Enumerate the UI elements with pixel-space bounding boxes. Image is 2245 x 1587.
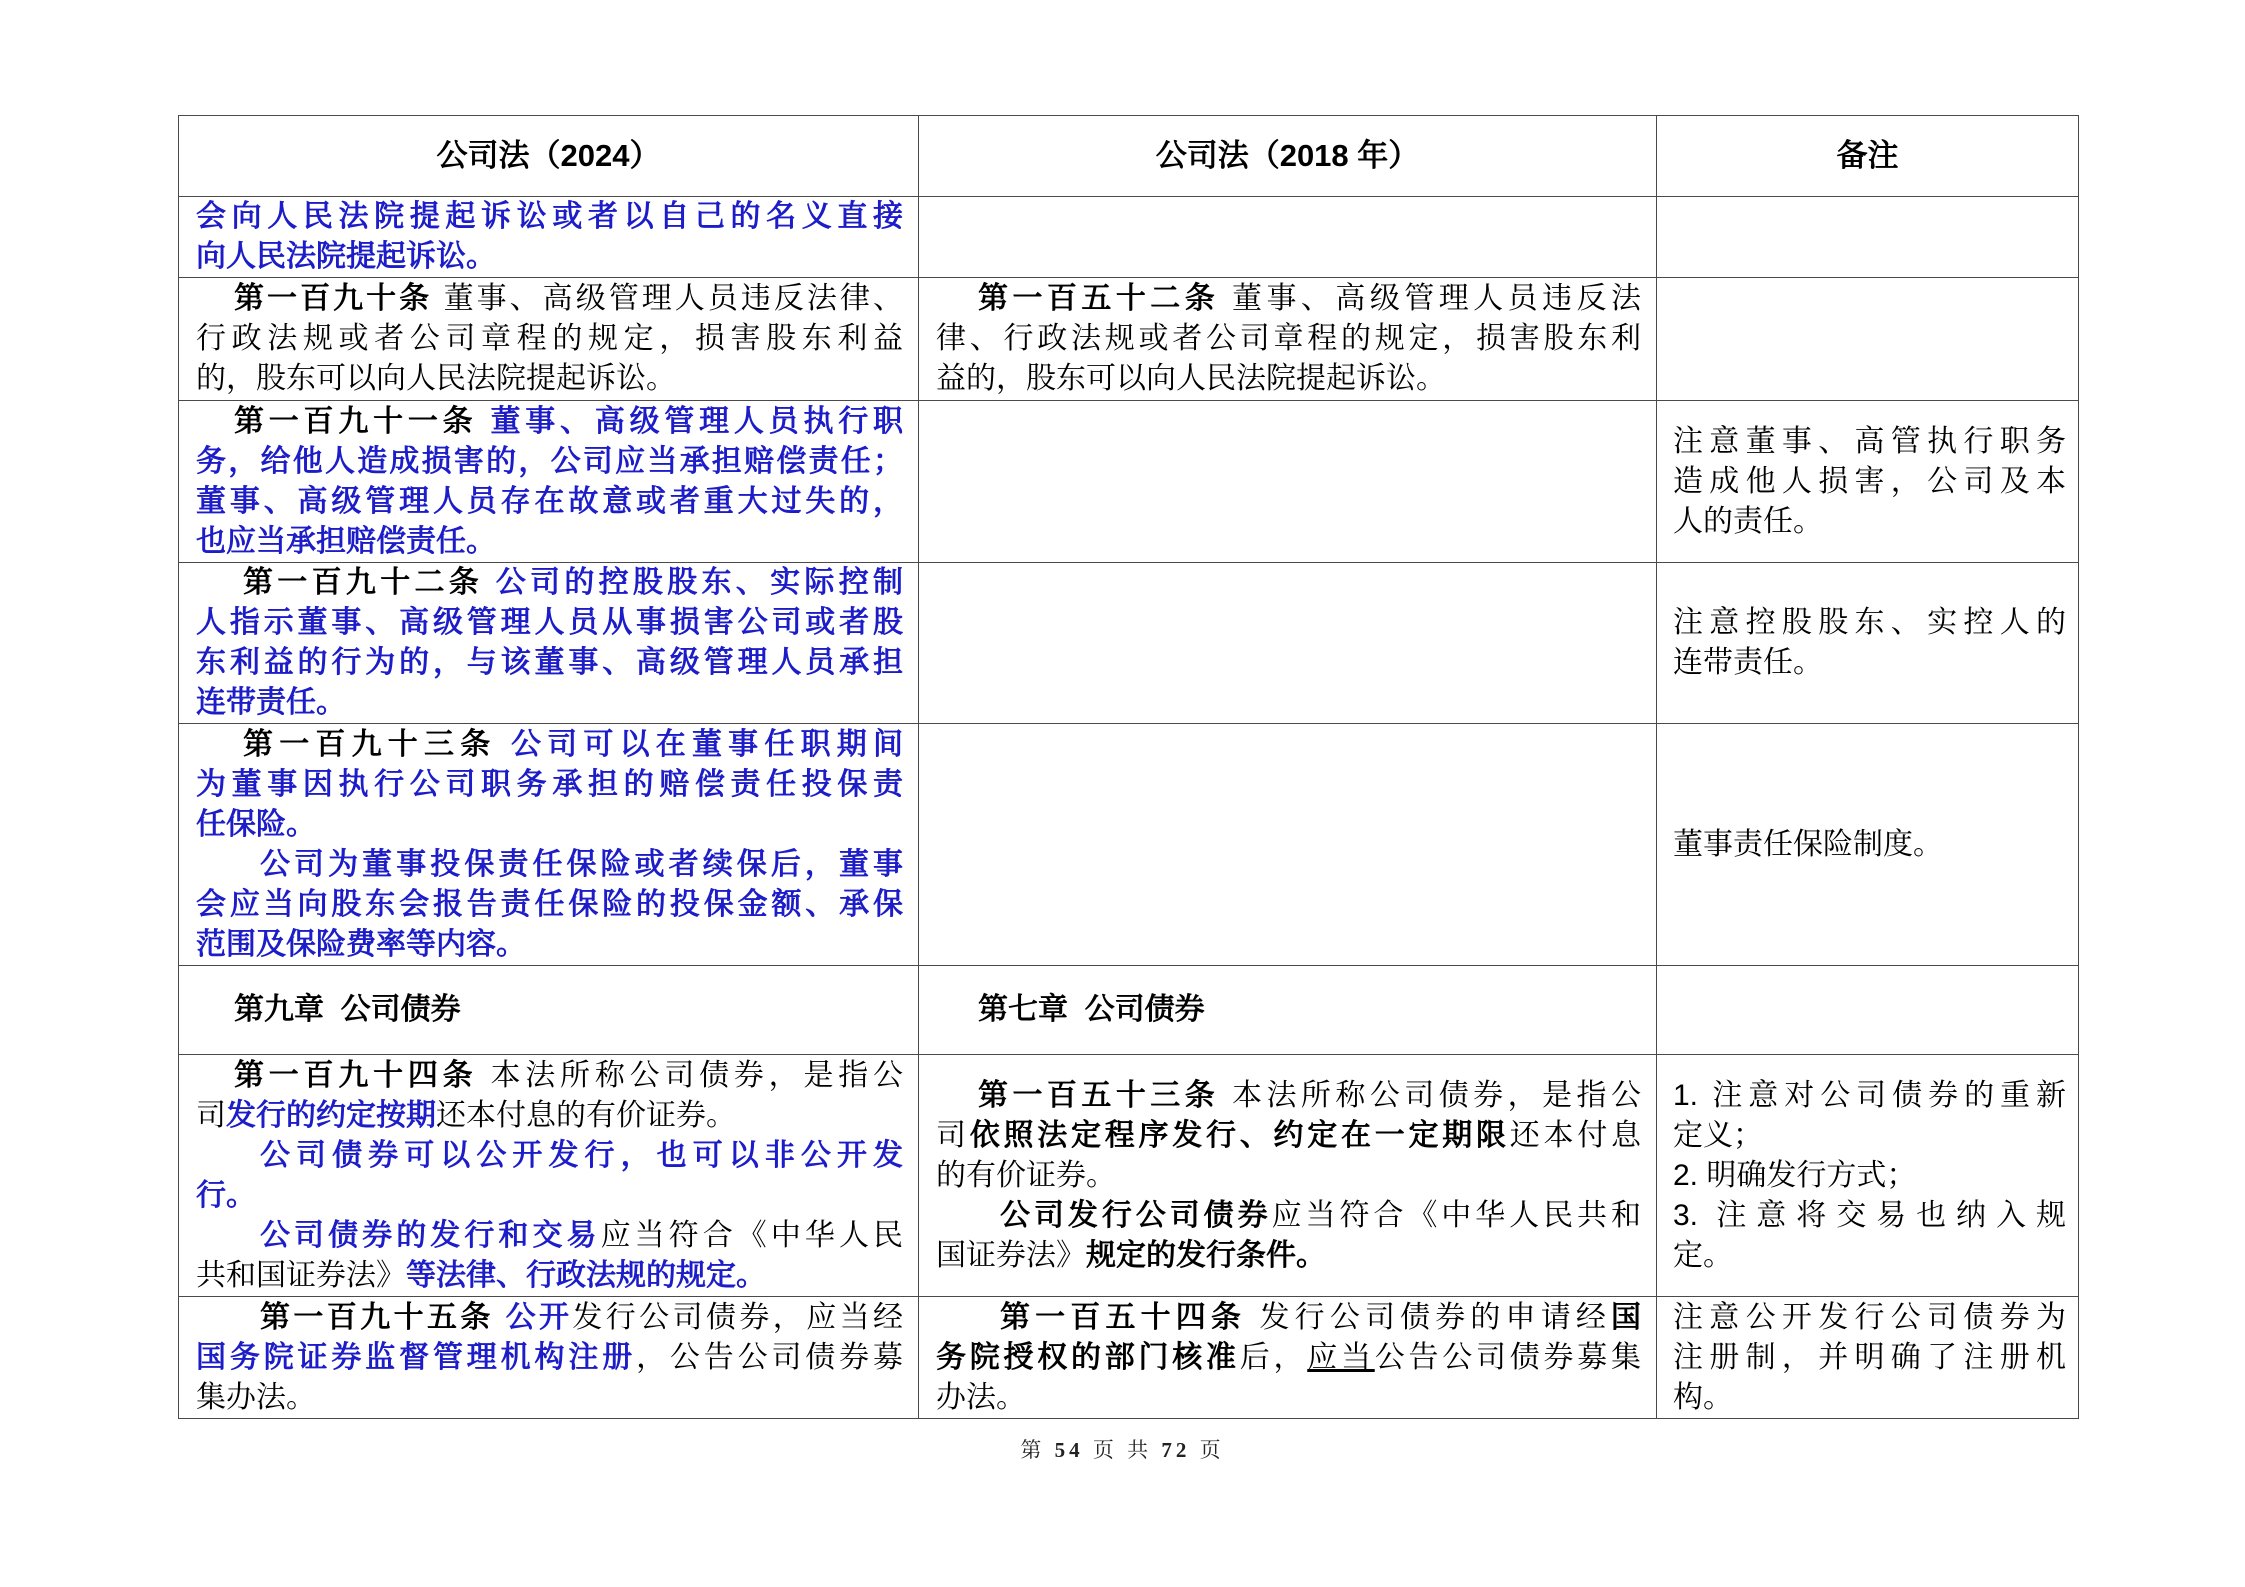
cell-notes xyxy=(1657,724,2079,966)
highlighted-text: 东利益的行为的，与该董事、高级管理人员承担 xyxy=(196,646,903,679)
bold-text: 务院授权的部门核准 xyxy=(936,1340,1240,1374)
highlighted-text: 国务院证券监督管理机构注册 xyxy=(196,1340,637,1374)
highlighted-text: 公司债券可以公开发行，也可以非公开发 xyxy=(260,1138,903,1172)
text-line xyxy=(196,1056,903,1096)
note-text: 注册制，并明确了注册机 xyxy=(1673,1340,2066,1374)
cell-law-2024 xyxy=(179,401,919,563)
bold-text: 规定的发行条件。 xyxy=(1086,1238,1326,1272)
note-text: 造成他人损害，公司及本 xyxy=(1673,464,2066,498)
highlighted-text: 公司为董事投保责任保险或者续保后，董事 xyxy=(260,847,903,881)
text-line xyxy=(936,1196,1641,1236)
text-line xyxy=(936,279,1641,319)
bold-text: 国 xyxy=(1611,1300,1642,1334)
highlighted-text: 范围及保险费率等内容。 xyxy=(196,927,526,961)
text-line xyxy=(196,1216,903,1256)
header-law-2024: 公司法（2024） xyxy=(179,116,919,197)
note-text: 董事责任保险制度。 xyxy=(1673,827,1943,861)
text-line xyxy=(196,603,903,643)
footer-total-word: 共 xyxy=(1127,1438,1153,1462)
note-text: 注意控股股东、实控人的 xyxy=(1673,606,2066,639)
cell-law-2018 xyxy=(919,197,1657,278)
body-text: 益的，股东可以向人民法院提起诉讼。 xyxy=(936,362,1446,395)
cell-law-2024 xyxy=(179,197,919,278)
cell-notes xyxy=(1657,966,2079,1055)
text-line xyxy=(196,442,903,482)
text-line xyxy=(1673,603,2066,643)
table-row xyxy=(179,1055,2079,1297)
body-text: 发行公司债券的申请经 xyxy=(1246,1300,1612,1334)
footer-page-word: 页 xyxy=(1092,1438,1118,1462)
body-text: 的有价证券。 xyxy=(936,1158,1116,1192)
body-text: 董事、高级管理人员违反法 xyxy=(1219,282,1642,315)
text-line xyxy=(1673,462,2066,502)
text-line xyxy=(196,237,903,277)
page-footer xyxy=(0,1436,2245,1464)
text-line xyxy=(936,359,1641,399)
cell-law-2018 xyxy=(919,1297,1657,1419)
text-line xyxy=(936,1116,1641,1156)
text-line xyxy=(196,522,903,562)
text-line xyxy=(196,845,903,885)
cell-law-2024 xyxy=(179,1297,919,1419)
article-number: 第一百九十三条 xyxy=(243,727,497,761)
text-line xyxy=(196,197,903,237)
highlighted-text: 等法律、行政法规的规定。 xyxy=(406,1258,766,1292)
text-line xyxy=(936,319,1641,359)
body-text: 应当符合《中华人民共和 xyxy=(1271,1198,1642,1232)
cell-law-2018 xyxy=(919,966,1657,1055)
highlighted-text: 董事、高级管理人员执行职 xyxy=(477,404,903,438)
body-text: 公告公司债券募集 xyxy=(1374,1340,1641,1374)
article-number: 第一百五十四条 xyxy=(1000,1300,1247,1334)
article-number: 第一百九十一条 xyxy=(234,404,478,438)
cell-law-2024 xyxy=(179,966,919,1055)
text-line xyxy=(196,643,903,683)
text-line xyxy=(196,805,903,845)
body-text: 行政法规或者公司章程的规定，损害股东利益 xyxy=(196,322,903,355)
header-notes: 备注 xyxy=(1657,116,2079,197)
total-pages-number: 72 xyxy=(1161,1438,1191,1462)
cell-notes xyxy=(1657,563,2079,724)
text-line xyxy=(1673,1378,2066,1418)
text-line xyxy=(1673,1338,2066,1378)
body-text: 董事、高级管理人员违反法律、 xyxy=(432,282,903,315)
cell-law-2018 xyxy=(919,724,1657,966)
cell-law-2018 xyxy=(919,1055,1657,1297)
article-number: 第一百五十二条 xyxy=(978,282,1220,315)
body-text: 本法所称公司债券，是指公 xyxy=(477,1058,903,1092)
note-text: 注意董事、高管执行职务 xyxy=(1673,424,2066,458)
text-line xyxy=(196,1256,903,1296)
text-line xyxy=(196,990,903,1030)
text-line xyxy=(1673,825,2066,865)
text-line xyxy=(196,1298,903,1338)
note-text: 连带责任。 xyxy=(1673,646,1823,679)
body-text: 还本付息 xyxy=(1509,1118,1641,1152)
text-line xyxy=(196,402,903,442)
table-row xyxy=(179,278,2079,401)
table-row xyxy=(179,724,2079,966)
table-row xyxy=(179,966,2079,1055)
highlighted-text: 董事、高级管理人员存在故意或者重大过失的， xyxy=(196,484,903,518)
text-line xyxy=(936,1298,1641,1338)
text-line xyxy=(196,683,903,723)
body-text: 司 xyxy=(936,1118,970,1152)
highlighted-text: 公司债券的发行和交易 xyxy=(260,1218,601,1252)
highlighted-text: 连带责任。 xyxy=(196,686,346,719)
cell-law-2018 xyxy=(919,563,1657,724)
chapter-title: 第七章 公司债券 xyxy=(978,993,1205,1026)
highlighted-text: 务，给他人造成损害的，公司应当承担赔偿责任； xyxy=(196,444,903,478)
article-number: 第一百九十四条 xyxy=(234,1058,478,1092)
text-line xyxy=(196,1176,903,1216)
text-line xyxy=(196,319,903,359)
body-text: 还本付息的有价证券。 xyxy=(436,1098,736,1132)
text-line xyxy=(196,563,903,603)
body-text: 办法。 xyxy=(936,1380,1026,1414)
highlighted-text: 向人民法院提起诉讼。 xyxy=(196,240,496,273)
body-text: 共和国证券法》 xyxy=(196,1258,406,1292)
highlighted-text: 公司的控股股东、实际控制 xyxy=(483,566,904,599)
note-text: 1. 注意对公司债券的重新 xyxy=(1673,1078,2066,1112)
body-text: 司 xyxy=(196,1098,226,1132)
note-text: 构。 xyxy=(1673,1380,1733,1414)
highlighted-text: 行。 xyxy=(196,1178,256,1212)
text-line xyxy=(936,990,1641,1030)
current-page-number: 54 xyxy=(1054,1438,1084,1462)
cell-notes xyxy=(1657,401,2079,563)
text-line xyxy=(1673,502,2066,542)
text-line xyxy=(936,1236,1641,1276)
header-law-2018: 公司法（2018 年） xyxy=(919,116,1657,197)
highlighted-text: 人指示董事、高级管理人员从事损害公司或者股 xyxy=(196,606,903,639)
body-text: 律、行政法规或者公司章程的规定，损害股东利 xyxy=(936,322,1641,355)
cell-law-2024 xyxy=(179,563,919,724)
body-text: 应当符合《中华人民 xyxy=(600,1218,904,1252)
note-text: 3. 注意将交易也纳入规 xyxy=(1673,1198,2066,1232)
body-text: 发行公司债券，应当经 xyxy=(572,1300,904,1334)
text-line xyxy=(1673,422,2066,462)
table-header-row xyxy=(179,116,2079,197)
table-row xyxy=(179,197,2079,278)
text-line xyxy=(1673,1236,2066,1276)
highlighted-text: 会向人民法院提起诉讼或者以自己的名义直接 xyxy=(196,200,903,233)
text-line xyxy=(196,885,903,925)
cell-notes xyxy=(1657,1055,2079,1297)
text-line xyxy=(1673,1298,2066,1338)
text-line xyxy=(1673,1076,2066,1116)
text-line xyxy=(196,765,903,805)
note-text: 定义； xyxy=(1673,1118,1763,1152)
note-text: 人的责任。 xyxy=(1673,504,1823,538)
highlighted-text: 公司可以在董事任职期间 xyxy=(496,727,903,761)
text-line xyxy=(196,925,903,965)
highlighted-text: 会应当向股东会报告责任保险的投保金额、承保 xyxy=(196,887,903,921)
cell-law-2024 xyxy=(179,278,919,401)
table-row xyxy=(179,401,2079,563)
text-line xyxy=(196,1136,903,1176)
body-text: 本法所称公司债券，是指公 xyxy=(1219,1078,1642,1112)
text-line xyxy=(1673,1156,2066,1196)
cell-law-2018 xyxy=(919,401,1657,563)
body-text: 的，股东可以向人民法院提起诉讼。 xyxy=(196,362,676,395)
table-row xyxy=(179,563,2079,724)
footer-prefix: 第 xyxy=(1020,1438,1046,1462)
text-line xyxy=(196,1378,903,1418)
article-number: 第一百九十条 xyxy=(234,282,433,315)
bold-text: 依照法定程序发行、约定在一定期限 xyxy=(969,1118,1510,1152)
text-line xyxy=(1673,1116,2066,1156)
text-line xyxy=(936,1338,1641,1378)
highlighted-text: 公开 xyxy=(493,1300,573,1334)
highlighted-text: 任保险。 xyxy=(196,807,316,841)
cell-notes xyxy=(1657,1297,2079,1419)
text-line xyxy=(936,1156,1641,1196)
bold-text: 公司发行公司债券 xyxy=(1000,1198,1272,1232)
body-text: 后， xyxy=(1239,1340,1308,1374)
text-line xyxy=(1673,643,2066,683)
footer-suffix: 页 xyxy=(1199,1438,1225,1462)
cell-law-2024 xyxy=(179,1055,919,1297)
underlined-text: 应当 xyxy=(1307,1340,1375,1374)
note-text: 定。 xyxy=(1673,1238,1733,1272)
cell-law-2024 xyxy=(179,724,919,966)
body-text: ，公告公司债券募 xyxy=(636,1340,904,1374)
article-number: 第一百九十二条 xyxy=(243,566,484,599)
text-line xyxy=(1673,1196,2066,1236)
text-line xyxy=(196,725,903,765)
cell-notes xyxy=(1657,278,2079,401)
cell-law-2018 xyxy=(919,278,1657,401)
text-line xyxy=(196,279,903,319)
table-row xyxy=(179,1297,2079,1419)
highlighted-text: 发行的约定按期 xyxy=(226,1098,436,1132)
chapter-title: 第九章 公司债券 xyxy=(234,993,461,1026)
text-line xyxy=(936,1076,1641,1116)
cell-notes xyxy=(1657,197,2079,278)
note-text: 注意公开发行公司债券为 xyxy=(1673,1300,2066,1334)
text-line xyxy=(196,1096,903,1136)
law-comparison-table xyxy=(178,115,2079,1419)
body-text: 集办法。 xyxy=(196,1380,316,1414)
text-line xyxy=(196,482,903,522)
article-number: 第一百九十五条 xyxy=(260,1300,494,1334)
highlighted-text: 为董事因执行公司职务承担的赔偿责任投保责 xyxy=(196,767,903,801)
text-line xyxy=(196,359,903,399)
body-text: 国证券法》 xyxy=(936,1238,1086,1272)
highlighted-text: 也应当承担赔偿责任。 xyxy=(196,524,496,558)
article-number: 第一百五十三条 xyxy=(978,1078,1220,1112)
text-line xyxy=(936,1378,1641,1418)
note-text: 2. 明确发行方式； xyxy=(1673,1158,1917,1192)
text-line xyxy=(196,1338,903,1378)
